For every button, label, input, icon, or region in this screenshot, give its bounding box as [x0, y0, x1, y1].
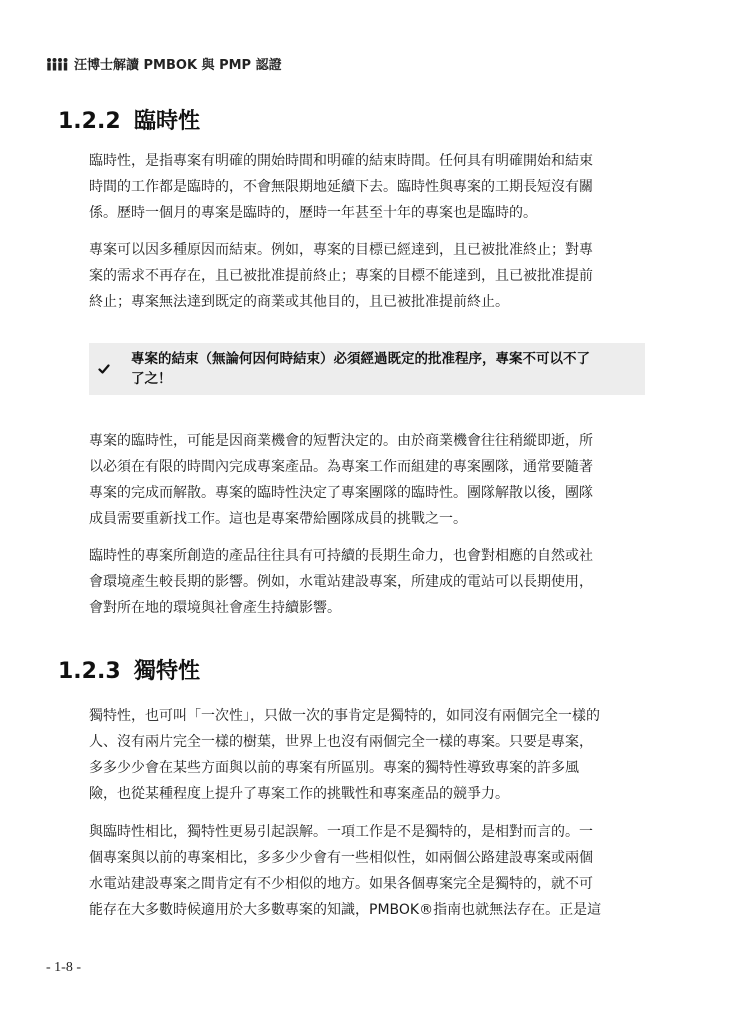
paragraph-uniqueness-vs-temporary [89, 819, 649, 923]
text-line: 專案的完成而解散。專案的臨時性決定了專案團隊的臨時性。團隊解散以後，團隊 [89, 485, 593, 501]
text-line: 專案的臨時性，可能是因商業機會的短暫決定的。由於商業機會往往稍縱即逝，所 [89, 433, 593, 449]
people-group-icon [46, 57, 68, 71]
text-line: 水電站建設專案之間肯定有不少相似的地方。如果各個專案完全是獨特的，就不可 [89, 876, 593, 892]
section-heading-temporary [58, 104, 200, 135]
section-title-text: 臨時性 [134, 109, 201, 134]
paragraph-temporary-definition [89, 148, 649, 226]
text-line: 會對所在地的環境與社會產生持續影響。 [89, 600, 341, 616]
paragraph-long-term-impact [89, 543, 649, 621]
book-title: 汪博士解讀 PMBOK 與 PMP 認證 [74, 58, 282, 73]
text-line: 了之！ [131, 371, 172, 387]
text-line: 險，也從某種程度上提升了專案工作的挑戰性和專案產品的競爭力。 [89, 786, 509, 802]
text-line: 專案的結束（無論何因何時結束）必須經過既定的批准程序，專案不可以不了 [131, 351, 590, 367]
text-line: 時間的工作都是臨時的，不會無限期地延續下去。臨時性與專案的工期長短沒有關 [89, 179, 593, 195]
page-number: - 1-8 - [46, 960, 81, 975]
section-number: 1.2.3 [58, 659, 121, 684]
text-line: 會環境產生較長期的影響。例如，水電站建設專案，所建成的電站可以長期使用， [89, 574, 593, 590]
paragraph-business-opportunity [89, 428, 649, 532]
key-point-callout [89, 343, 645, 395]
callout-text [131, 349, 590, 389]
text-line: 人、沒有兩片完全一樣的樹葉，世界上也沒有兩個完全一樣的專案。只要是專案， [89, 734, 593, 750]
text-line: 個專案與以前的專案相比，多多少少會有一些相似性，如兩個公路建設專案或兩個 [89, 850, 593, 866]
text-line: 多多少少會在某些方面與以前的專案有所區別。專案的獨特性導致專案的許多風 [89, 760, 579, 776]
section-heading-uniqueness [58, 654, 200, 685]
text-line: 臨時性的專案所創造的產品往往具有可持續的長期生命力，也會對相應的自然或社 [89, 548, 593, 564]
text-line: 與臨時性相比，獨特性更易引起誤解。一項工作是不是獨特的，是相對而言的。一 [89, 824, 593, 840]
text-line: 成員需要重新找工作。這也是專案帶給團隊成員的挑戰之一。 [89, 511, 467, 527]
text-line: 以必須在有限的時間內完成專案產品。為專案工作而組建的專案團隊，通常要隨著 [89, 459, 593, 475]
running-header [46, 54, 282, 73]
checkmark-icon [89, 343, 119, 395]
text-line: 終止；專案無法達到既定的商業或其他目的，且已被批准提前終止。 [89, 294, 509, 310]
paragraph-project-end-reasons [89, 237, 649, 315]
paragraph-uniqueness-definition [89, 703, 649, 807]
text-line: 獨特性，也可叫「一次性」，只做一次的事肯定是獨特的，如同沒有兩個完全一樣的 [89, 708, 600, 724]
section-number: 1.2.2 [58, 109, 121, 134]
text-line: 臨時性，是指專案有明確的開始時間和明確的結束時間。任何具有明確開始和結束 [89, 153, 593, 169]
text-line: 專案可以因多種原因而結束。例如，專案的目標已經達到，且已被批准終止；對專 [89, 242, 593, 258]
section-title-text: 獨特性 [134, 659, 201, 684]
text-line: 案的需求不再存在，且已被批准提前終止；專案的目標不能達到，且已被批准提前 [89, 268, 593, 284]
text-line: 係。歷時一個月的專案是臨時的，歷時一年甚至十年的專案也是臨時的。 [89, 205, 537, 221]
text-line: 能存在大多數時候適用於大多數專案的知識，PMBOK®指南也就無法存在。正是這 [89, 902, 602, 918]
